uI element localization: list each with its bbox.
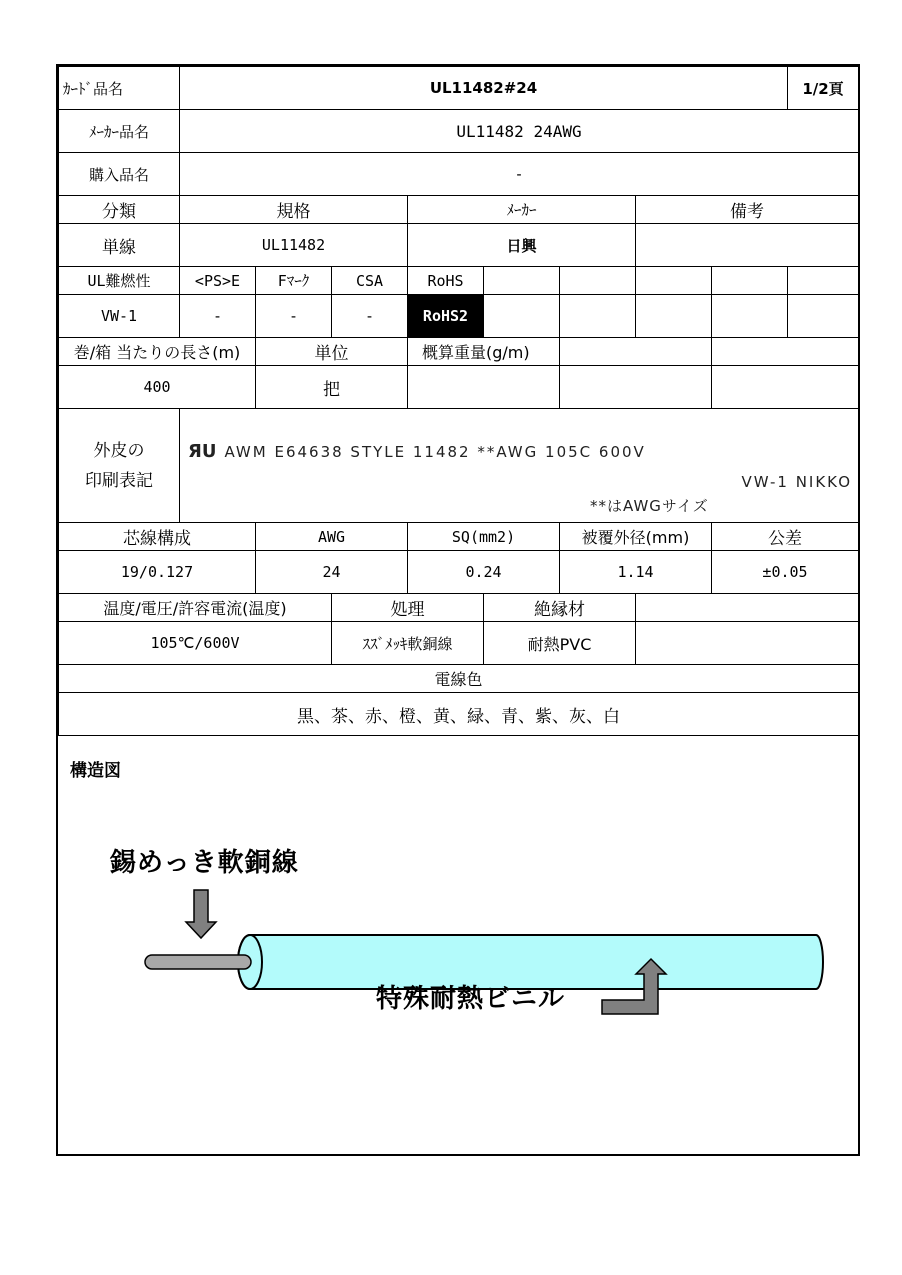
- cable-drawing: [58, 742, 858, 1154]
- flam-value-2: -: [256, 295, 332, 338]
- classification-header: [59, 196, 859, 224]
- cond-header-4: 公差: [712, 523, 859, 551]
- conductor-rod: [145, 955, 251, 969]
- conductor-header: [59, 523, 859, 551]
- class-header-0: 分類: [59, 196, 180, 224]
- length-header-2: 概算重量(g/m): [408, 338, 560, 366]
- length-value-empty-2: [712, 366, 859, 409]
- wire-color-label: 電線色: [59, 665, 859, 693]
- flammability-values: [59, 295, 859, 338]
- class-header-3: 備考: [636, 196, 859, 224]
- class-header-2: ﾒｰｶｰ: [408, 196, 636, 224]
- flam-value-empty-5: [788, 295, 859, 338]
- rating-values: [59, 622, 859, 665]
- print-text-1: AWM E64638 STYLE 11482 **AWG 105C 600V: [224, 443, 646, 461]
- bottom-rule: [56, 1155, 860, 1156]
- print-label: [59, 409, 180, 523]
- rating-header: [59, 594, 859, 622]
- conductor-arrow-icon: [186, 890, 216, 938]
- flam-empty-3: [636, 267, 712, 295]
- length-header-1: 単位: [256, 338, 408, 366]
- flam-empty-4: [712, 267, 788, 295]
- wire-color-row: [59, 693, 859, 736]
- ul-listed-icon: ЯU: [188, 441, 217, 462]
- rating-header-empty: [636, 594, 859, 622]
- card-row: [59, 67, 859, 110]
- wire-color-header: [59, 665, 859, 693]
- cond-value-4: ±0.05: [712, 551, 859, 594]
- print-line-2: VW-1 NIKKO: [741, 473, 852, 491]
- cond-value-1: 24: [256, 551, 408, 594]
- length-header-empty-1: [560, 338, 712, 366]
- structure-diagram: [58, 742, 858, 1154]
- purchase-value: -: [180, 153, 859, 196]
- rating-header-0: 温度/電圧/許容電流(温度): [59, 594, 332, 622]
- purchase-label: 購入品名: [59, 153, 180, 196]
- flam-value-empty-3: [636, 295, 712, 338]
- flam-value-0: VW-1: [59, 295, 180, 338]
- rohs-badge: RoHS2: [408, 295, 484, 338]
- class-header-1: 規格: [180, 196, 408, 224]
- print-label-line1: 外皮の: [93, 440, 145, 461]
- card-label: ｶｰﾄﾞ品名: [59, 67, 180, 110]
- flam-empty-5: [788, 267, 859, 295]
- print-label-line2: 印刷表記: [85, 470, 153, 491]
- cond-header-3: 被覆外径(mm): [560, 523, 712, 551]
- class-value-3: [636, 224, 859, 267]
- cond-value-0: 19/0.127: [59, 551, 256, 594]
- flam-empty-1: [484, 267, 560, 295]
- print-content: [180, 409, 859, 523]
- print-line-1: [188, 441, 646, 462]
- rating-value-0: 105℃/600V: [59, 622, 332, 665]
- maker-row: [59, 110, 859, 153]
- length-value-0: 400: [59, 366, 256, 409]
- length-value-2: [408, 366, 560, 409]
- length-value-1: 把: [256, 366, 408, 409]
- flam-empty-2: [560, 267, 636, 295]
- spec-table: [58, 66, 859, 736]
- flam-header-0: UL難燃性: [59, 267, 180, 295]
- cond-header-1: AWG: [256, 523, 408, 551]
- rating-header-2: 絶縁材: [484, 594, 636, 622]
- cond-header-0: 芯線構成: [59, 523, 256, 551]
- purchase-row: [59, 153, 859, 196]
- flam-header-4: RoHS: [408, 267, 484, 295]
- conductor-values: [59, 551, 859, 594]
- flam-header-2: Fﾏｰｸ: [256, 267, 332, 295]
- flam-header-3: CSA: [332, 267, 408, 295]
- classification-values: [59, 224, 859, 267]
- class-value-1: UL11482: [180, 224, 408, 267]
- rating-value-1: ｽｽﾞﾒｯｷ軟銅線: [332, 622, 484, 665]
- rating-value-2: 耐熱PVC: [484, 622, 636, 665]
- cond-value-3: 1.14: [560, 551, 712, 594]
- length-header-0: 巻/箱 当たりの長さ(m): [59, 338, 256, 366]
- spec-sheet: [56, 64, 860, 1156]
- length-value-empty-1: [560, 366, 712, 409]
- flammability-header: [59, 267, 859, 295]
- card-value: UL11482#24: [180, 67, 788, 110]
- flam-value-3: -: [332, 295, 408, 338]
- conductor-label: 錫めっき軟銅線: [110, 848, 299, 878]
- print-note: **はAWGサイズ: [590, 497, 709, 515]
- cond-value-2: 0.24: [408, 551, 560, 594]
- length-values: [59, 366, 859, 409]
- class-value-2: 日興: [408, 224, 636, 267]
- flam-header-1: <PS>E: [180, 267, 256, 295]
- rating-value-empty: [636, 622, 859, 665]
- wire-color-value: 黒、茶、赤、橙、黄、緑、青、紫、灰、白: [59, 693, 859, 736]
- diagram-title: 構造図: [70, 761, 121, 781]
- maker-value: UL11482 24AWG: [180, 110, 859, 153]
- length-header: [59, 338, 859, 366]
- cond-header-2: SQ(mm2): [408, 523, 560, 551]
- flam-value-empty-2: [560, 295, 636, 338]
- class-value-0: 単線: [59, 224, 180, 267]
- length-header-empty-2: [712, 338, 859, 366]
- flam-value-empty-1: [484, 295, 560, 338]
- rating-header-1: 処理: [332, 594, 484, 622]
- insulation-label: 特殊耐熱ビニル: [376, 984, 566, 1014]
- flam-value-1: -: [180, 295, 256, 338]
- maker-label: ﾒｰｶｰ品名: [59, 110, 180, 153]
- page-number: 1/2頁: [788, 67, 859, 110]
- flam-value-empty-4: [712, 295, 788, 338]
- print-row: [59, 409, 859, 523]
